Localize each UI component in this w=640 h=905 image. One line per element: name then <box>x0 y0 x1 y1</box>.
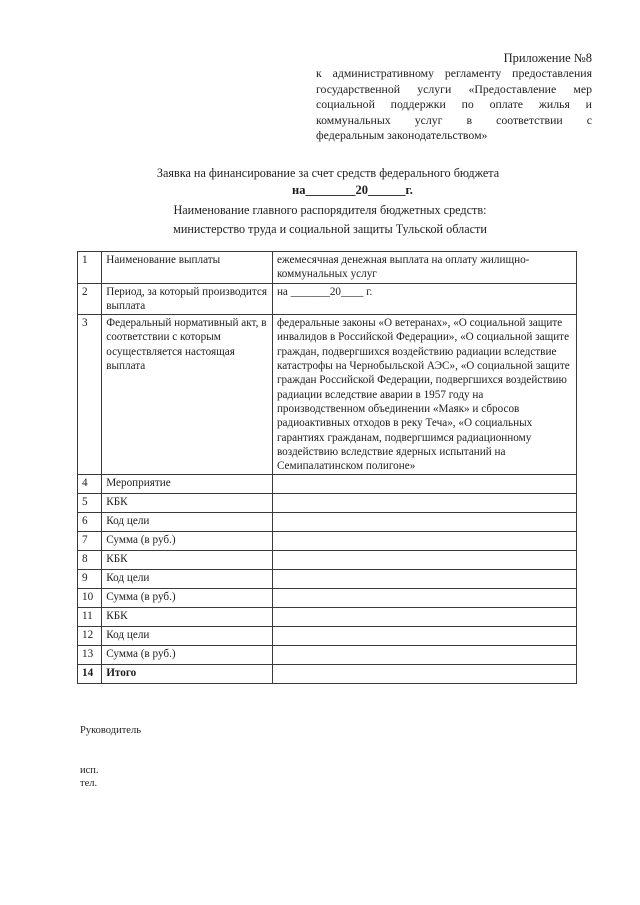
table-row <box>78 283 577 315</box>
row-number: 8 <box>78 551 102 570</box>
phone-label: тел. <box>80 778 98 789</box>
row-number: 5 <box>78 494 102 513</box>
row-number: 4 <box>78 475 102 494</box>
row-label: КБК <box>102 551 273 570</box>
request-title: Заявка на финансирование за счет средств федерального бюджета <box>156 166 500 180</box>
row-value <box>272 551 576 570</box>
signature-label: Руководитель <box>80 725 141 736</box>
row-number: 14 <box>78 665 102 684</box>
row-label: Мероприятие <box>102 475 273 494</box>
row-value <box>272 570 576 589</box>
table-row <box>78 513 577 532</box>
row-number: 1 <box>78 252 102 284</box>
row-label: Сумма (в руб.) <box>102 589 273 608</box>
table-row <box>78 252 577 284</box>
payment-table <box>77 251 577 684</box>
table-row <box>78 532 577 551</box>
table-row <box>78 475 577 494</box>
budget-manager-caption: Наименование главного распорядителя бюджетных средств: <box>173 203 487 217</box>
table-row <box>78 315 577 475</box>
row-value <box>272 494 576 513</box>
row-label: КБК <box>102 608 273 627</box>
row-value: федеральные законы «О ветеранах», «О социальной защите инвалидов в Российской Федерации», «О социальной защите граждан, подвергшихся воздействию радиации вследствие катастрофы на Чернобыльской АЭС», «О социальной защите граждан Российской Федерации, подвергшихся воздействию радиации вследствие аварии в 1957 году на производственном объединении «Маяк» и сбросов радиоактивных отходов в реку Теча», «О социальных гарантиях гражданам, подвергшимся радиационному воздействию вследствие ядерных испытаний на Семипалатинском полигоне» <box>272 315 576 475</box>
row-value <box>272 475 576 494</box>
row-value: на _______20____ г. <box>272 283 576 315</box>
row-value <box>272 627 576 646</box>
row-number: 7 <box>78 532 102 551</box>
row-value <box>272 665 576 684</box>
row-label: Сумма (в руб.) <box>102 646 273 665</box>
row-value <box>272 608 576 627</box>
table-row <box>78 589 577 608</box>
row-label: Код цели <box>102 627 273 646</box>
table-row <box>78 570 577 589</box>
row-number: 2 <box>78 283 102 315</box>
row-value <box>272 589 576 608</box>
appendix-line: к административному регламенту предоставления <box>316 66 592 80</box>
row-label: Код цели <box>102 513 273 532</box>
table-row <box>78 627 577 646</box>
request-period: на________20______г. <box>292 183 413 197</box>
appendix-line: государственной услуги «Предоставление мер <box>316 81 592 96</box>
table-row <box>78 494 577 513</box>
table-row <box>78 551 577 570</box>
row-label: Период, за который производится выплата <box>102 283 273 315</box>
row-number: 3 <box>78 315 102 475</box>
row-number: 12 <box>78 627 102 646</box>
row-label: Сумма (в руб.) <box>102 532 273 551</box>
appendix-title: Приложение №8 <box>503 51 592 65</box>
row-label: Код цели <box>102 570 273 589</box>
row-number: 13 <box>78 646 102 665</box>
row-value <box>272 646 576 665</box>
table-row <box>78 608 577 627</box>
table-row-total <box>78 665 577 684</box>
appendix-description <box>316 66 592 144</box>
row-value <box>272 532 576 551</box>
appendix-line: коммунальных услуг в соответствии с <box>316 112 592 127</box>
row-label: Итого <box>102 665 273 684</box>
appendix-line: социальной поддержки по оплате жилья и <box>316 97 592 112</box>
ministry-name: министерство труда и социальной защиты Тульской области <box>173 222 487 236</box>
table-row <box>78 646 577 665</box>
row-label: КБК <box>102 494 273 513</box>
row-value: ежемесячная денежная выплата на оплату жилищно-коммунальных услуг <box>272 252 576 284</box>
row-number: 11 <box>78 608 102 627</box>
row-number: 10 <box>78 589 102 608</box>
row-number: 9 <box>78 570 102 589</box>
row-number: 6 <box>78 513 102 532</box>
row-value <box>272 513 576 532</box>
executor-label: исп. <box>80 765 99 776</box>
row-label: Федеральный нормативный акт, в соответствии с которым осуществляется настоящая выплата <box>102 315 273 475</box>
appendix-line: федеральным законодательством» <box>316 128 488 143</box>
row-label: Наименование выплаты <box>102 252 273 284</box>
